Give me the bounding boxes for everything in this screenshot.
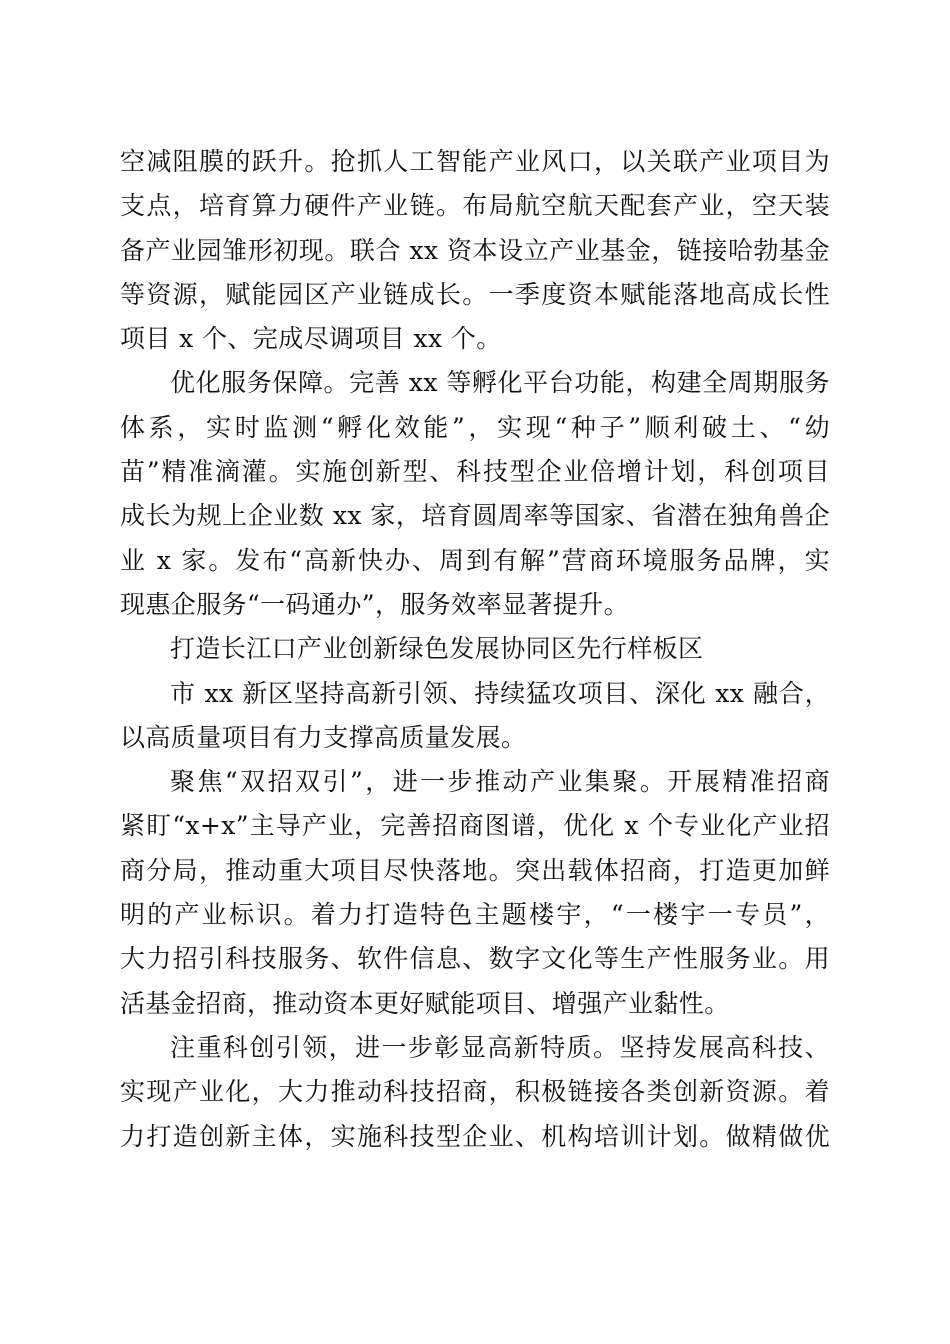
text-line: 业 x 家。发布“高新快办、周到有解”营商环境服务品牌，实 — [120, 545, 830, 575]
paragraph-1 — [120, 140, 830, 361]
paragraph-5 — [120, 760, 830, 1026]
text-line: 备产业园雏形初现。联合 xx 资本设立产业基金，链接哈勃基金 — [120, 235, 830, 265]
text-line: 以高质量项目有力支撑高质量发展。 — [120, 722, 527, 752]
text-line: 市 xx 新区坚持高新引领、持续猛攻项目、深化 xx 融合， — [170, 678, 830, 708]
text-line: 注重科创引领，进一步彰显高新特质。坚持发展高科技、 — [170, 1032, 830, 1062]
text-line: 支点，培育算力硬件产业链。布局航空航天配套产业，空天装 — [120, 191, 830, 221]
text-line: 项目 x 个、完成尽调项目 xx 个。 — [120, 324, 502, 354]
text-line: 商分局，推动重大项目尽快落地。突出载体招商，打造更加鲜 — [120, 855, 830, 885]
paragraph-6 — [120, 1026, 830, 1159]
text-line: 力打造创新主体，实施科技型企业、机构培训计划。做精做优 — [120, 1121, 830, 1151]
text-line: 苗”精准滴灌。实施创新型、科技型企业倍增计划，科创项目 — [120, 457, 830, 487]
document-body — [120, 140, 830, 1159]
text-line: 空减阻膜的跃升。抢抓人工智能产业风口，以关联产业项目为 — [120, 147, 830, 176]
text-line: 紧盯“x+x”主导产业，完善招商图谱，优化 x 个专业化产业招 — [120, 811, 830, 841]
text-line: 体系，实时监测“孵化效能”，实现“种子”顺利破土、“幼 — [120, 412, 830, 442]
text-line: 明的产业标识。着力打造特色主题楼宇，“一楼宇一专员”， — [120, 900, 830, 930]
text-line: 现惠企服务“一码通办”，服务效率显著提升。 — [120, 589, 629, 619]
text-line: 活基金招商，推动资本更好赋能项目、增强产业黏性。 — [120, 988, 730, 1018]
paragraph-2 — [120, 361, 830, 627]
text-line: 大力招引科技服务、软件信息、数字文化等生产性服务业。用 — [120, 944, 830, 974]
text-line: 等资源，赋能园区产业链成长。一季度资本赋能落地高成长性 — [120, 279, 830, 309]
text-line: 实现产业化，大力推动科技招商，积极链接各类创新资源。着 — [120, 1077, 830, 1107]
text-line: 聚焦“双招双引”，进一步推动产业集聚。开展精准招商 — [170, 767, 830, 797]
text-line: 成长为规上企业数 xx 家，培育圆周率等国家、省潜在独角兽企 — [120, 501, 830, 531]
text-line: 优化服务保障。完善 xx 等孵化平台功能，构建全周期服务 — [170, 368, 830, 398]
paragraph-4 — [120, 672, 830, 761]
section-heading — [120, 627, 830, 671]
heading-line: 打造长江口产业创新绿色发展协同区先行样板区 — [170, 634, 704, 664]
